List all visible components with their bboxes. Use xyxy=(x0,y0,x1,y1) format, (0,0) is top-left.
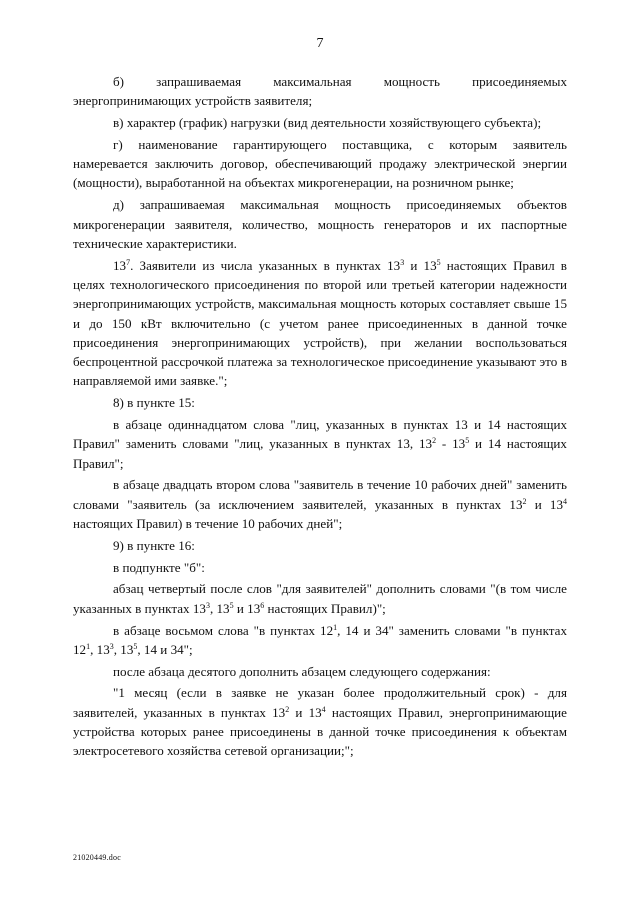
paragraph-6: 8) в пункте 15: xyxy=(113,395,195,411)
paragraph-9: 9) в пункте 16: xyxy=(113,537,195,553)
paragraph-10: в подпункте "б": xyxy=(113,559,205,575)
paragraph-7: в абзаце одиннадцатом слова "лиц, указанных в пунктах 13 и 14 настоящих Правил" заменить словами "лиц, указанных в пунктах 13, $13^2 - 13^5$ и 14 настоящих Правил"; xyxy=(73,417,567,471)
paragraph-3: г) наименование гарантирующего поставщика, с которым заявитель намеревается заключить договор, обеспечивающий продажу электрической энергии (мощности), выработанной на объектах микрогенерации, на розничном рынке; xyxy=(73,136,567,191)
paragraph-2: в) характер (график) нагрузки (вид деятельности хозяйствующего субъекта); xyxy=(113,115,542,131)
paragraph-5: $13^7$. Заявители из числа указанных в пунктах $13^3$ и $13^5$ настоящих Правил в целях технологического присоединения по второй или третьей категории надежности энергопринимающих устройств, максимальная мощность которых составляет свыше 15 и до 150 кВт включительно (с учетом ранее присоединенных в данной точке присоединения энергопринимающих устройств), при желании воспользоваться беспроцентной рассрочкой платежа за технологическое присоединение указывают это в направляемой ими заявке."; xyxy=(73,257,567,389)
paragraph-11: абзац четвертый после слов "для заявителей" дополнить словами "(в том числе указанных в пунктах $13^3$, $13^5$ и $13^6$ настоящих Правил)"; xyxy=(73,581,567,616)
paragraph-8: в абзаце двадцать втором слова "заявитель в течение 10 рабочих дней" заменить словами "заявитель (за исключением заявителей, указанных в пунктах $13^2$ и $13^4$ настоящих Правил) в течение 10 рабочих дней"; xyxy=(73,477,567,532)
paragraph-12: в абзаце восьмом слова "в пунктах $12^1$, 14 и 34" заменить словами "в пунктах $12^1$, $13^3$, $13^5$, 14 и 34"; xyxy=(73,622,567,657)
document-body xyxy=(73,72,567,763)
page-number: 7 xyxy=(316,36,324,51)
footer-filename: 21020449.doc xyxy=(73,853,121,862)
paragraph-4: д) запрашиваемая максимальная мощность присоединяемых объектов микрогенерации заявителя, количество, мощность генераторов и их паспортные технические характеристики. xyxy=(73,197,567,251)
paragraph-14: "1 месяц (если в заявке не указан более продолжительный срок) - для заявителей, указанных в пунктах $13^2$ и $13^4$ настоящих Правил, энергопринимающие устройства которых ранее присоединены в данной точке присоединения к объектам электросетевого хозяйства сетевой организации;"; xyxy=(73,685,567,759)
paragraph-13: после абзаца десятого дополнить абзацем следующего содержания: xyxy=(113,663,491,679)
paragraph-1: б) запрашиваемая максимальная мощность присоединяемых энергопринимающих устройств заявителя; xyxy=(73,74,567,109)
